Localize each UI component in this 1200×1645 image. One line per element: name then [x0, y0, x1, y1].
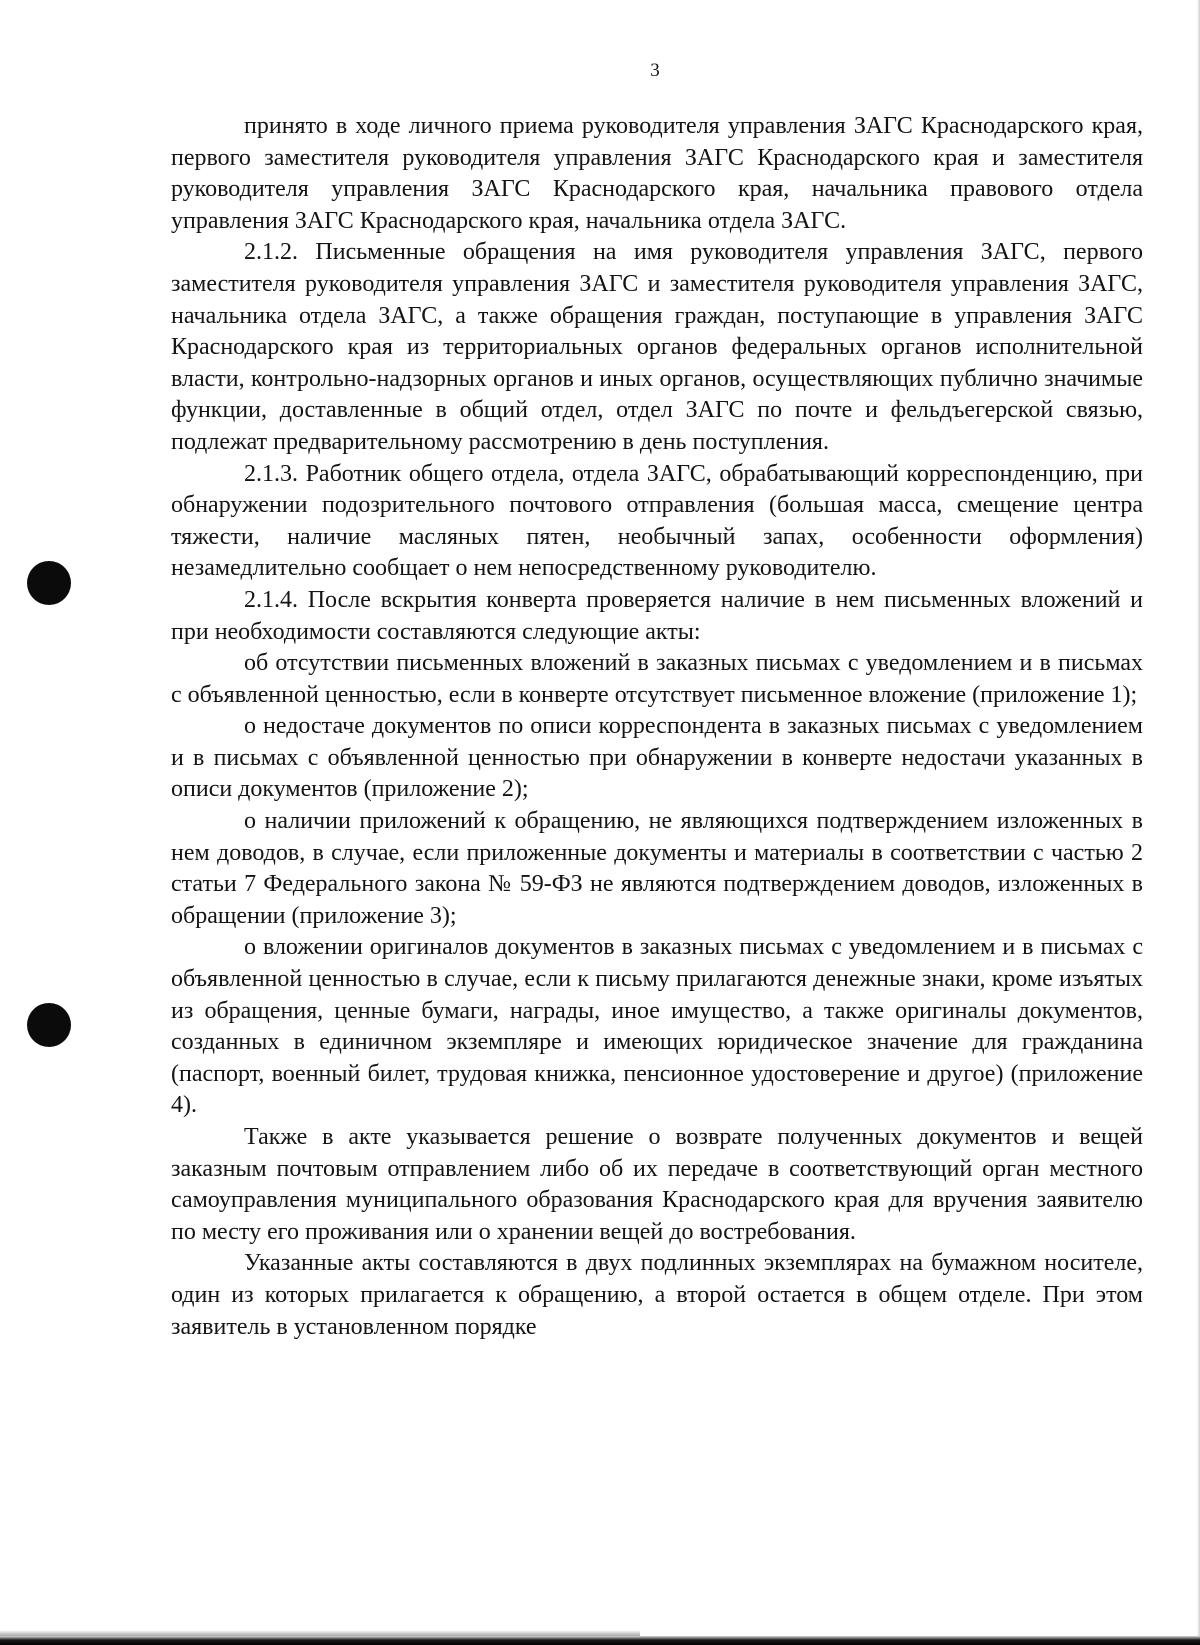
list-item-act-3: о наличии приложений к обращению, не являющихся подтверждением изложенных в нем доводов, в случае, если приложенные документы и материалы в соответствии с частью 2 статьи 7 Федерального закона № 59-ФЗ не являются подтверждением доводов, изложенных в обращении (приложение 3); — [171, 808, 1143, 929]
list-item-act-4: о вложении оригиналов документов в заказных письмах с уведомлением и в письмах с объявленной ценностью в случае, если к письму прилагаются денежные знаки, кроме изъятых из обращения, ценные бумаги, награды, иное имущество, а также оригиналы документов, созданных в единичном экземпляре и имеющих юридическое значение для гражданина (паспорт, военный билет, трудовая книжка, пенсионное удостоверение и другое) (приложение 4). — [171, 934, 1143, 1119]
list-item-act-1: об отсутствии письменных вложений в заказных письмах с уведомлением и в письмах с объявленной ценностью, если в конверте отсутствует письменное вложение (приложение 1); — [171, 650, 1143, 708]
punch-hole-icon — [27, 561, 71, 605]
paragraph-return-decision: Также в акте указывается решение о возврате полученных документов и вещей заказным почтовым отправлением либо об их передаче в соответствующий орган местного самоуправления муниципального образования Краснодарского края для вручения заявителю по месту его проживания или о хранении вещей до востребования. — [171, 1124, 1143, 1245]
scan-bottom-edge — [0, 1636, 1200, 1645]
paragraph-2-1-2: 2.1.2. Письменные обращения на имя руководителя управления ЗАГС, первого заместителя руководителя управления ЗАГС и заместителя руководителя управления ЗАГС, начальника отдела ЗАГС, а также обращения граждан, поступающие в управления ЗАГС Краснодарского края из территориальных органов федеральных органов исполнительной власти, контрольно-надзорных органов и иных органов, осуществляющих публично значимые функции, доставленные в общий отдел, отдел ЗАГС по почте и фельдъегерской связью, подлежат предварительному рассмотрению в день поступления. — [171, 239, 1143, 455]
paragraph-acts-copies: Указанные акты составляются в двух подлинных экземплярах на бумажном носителе, один из которых прилагается к обращению, а второй остается в общем отделе. При этом заявитель в установленном порядке — [171, 1250, 1143, 1340]
page-number: 3 — [650, 60, 660, 81]
paragraph-intro-continuation: принято в ходе личного приема руководителя управления ЗАГС Краснодарского края, первого заместителя руководителя управления ЗАГС Краснодарского края и заместителя руководителя управления ЗАГС Краснодарского края, начальника правового отдела управления ЗАГС Краснодарского края, начальника отдела ЗАГС. — [171, 113, 1143, 234]
punch-hole-icon — [27, 1003, 71, 1047]
list-item-act-2: о недостаче документов по описи корреспондента в заказных письмах с уведомлением и в письмах с объявленной ценностью при обнаружении в конверте недостачи указанных в описи документов (приложение 2); — [171, 713, 1143, 803]
paragraph-2-1-3: 2.1.3. Работник общего отдела, отдела ЗАГС, обрабатывающий корреспонденцию, при обнаружении подозрительного почтового отправления (большая масса, смещение центра тяжести, наличие масляных пятен, необычный запах, особенности оформления) незамедлительно сообщает о нем непосредственному руководителю. — [171, 460, 1143, 582]
document-body — [171, 111, 1143, 1343]
paragraph-2-1-4: 2.1.4. После вскрытия конверта проверяется наличие в нем письменных вложений и при необходимости составляются следующие акты: — [171, 586, 1143, 645]
